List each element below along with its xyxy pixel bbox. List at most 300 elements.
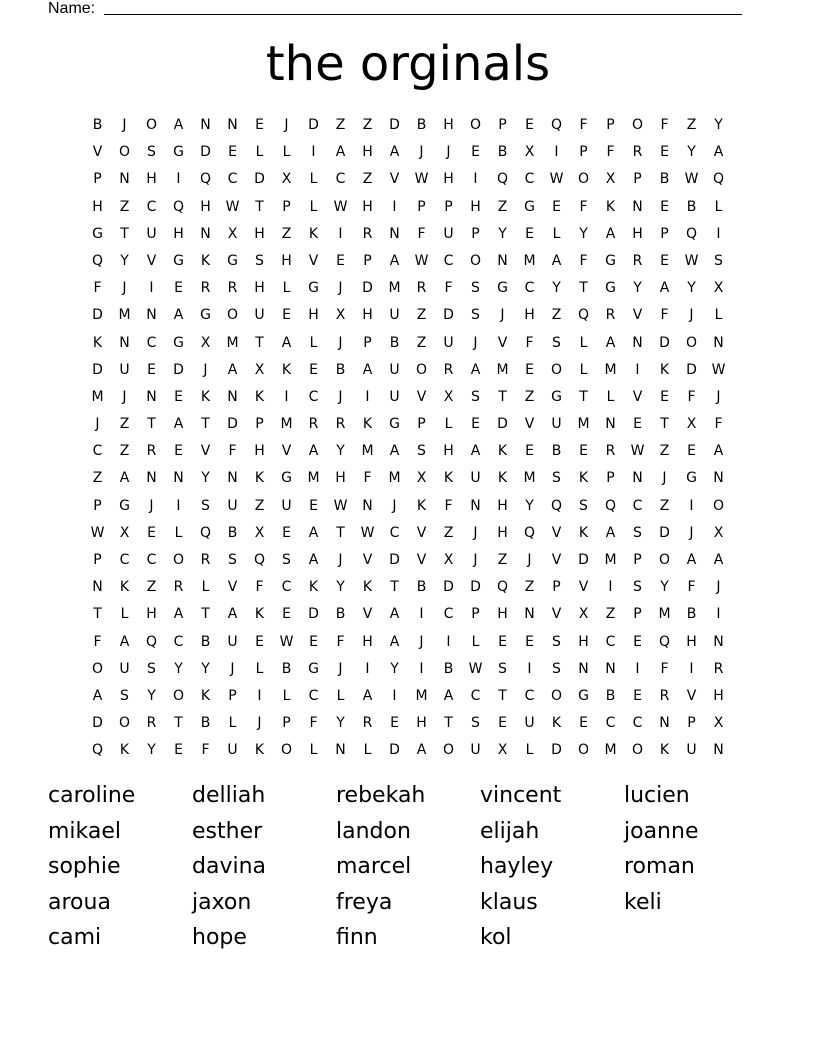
grid-letter: N (146, 307, 157, 324)
grid-letter: H (497, 497, 508, 514)
grid-letter: S (282, 552, 291, 568)
grid-letter: K (362, 579, 373, 596)
grid-letter: P (417, 198, 426, 215)
grid-letter: A (227, 361, 238, 378)
grid-letter: A (389, 443, 400, 460)
grid-letter: J (203, 361, 208, 378)
grid-letter: V (632, 307, 643, 324)
grid-letter: C (92, 443, 103, 460)
grid-letter: A (92, 687, 103, 704)
word-list-item: roman (624, 854, 695, 880)
grid-letter: Y (174, 660, 183, 677)
grid-letter: C (146, 334, 157, 351)
grid-letter: H (497, 606, 508, 623)
grid-letter: S (255, 252, 264, 269)
grid-letter: H (443, 171, 454, 188)
grid-letter: I (392, 198, 397, 215)
grid-letter: F (525, 334, 534, 351)
grid-letter: I (554, 144, 559, 161)
grid-letter: U (281, 497, 292, 514)
grid-letter: P (93, 552, 102, 568)
grid-letter: H (362, 198, 373, 215)
grid-letter: Z (686, 117, 697, 133)
grid-letter: B (227, 524, 238, 541)
grid-letter: S (579, 497, 588, 514)
word-list-item: rebekah (336, 783, 426, 808)
grid-letter: H (443, 117, 454, 133)
grid-letter: W (360, 524, 375, 541)
grid-letter: L (579, 334, 588, 351)
grid-row (84, 520, 732, 547)
grid-letter: V (362, 606, 373, 623)
grid-letter: N (713, 334, 724, 351)
grid-letter: J (122, 117, 127, 133)
grid-letter: C (632, 715, 643, 732)
grid-letter: H (308, 307, 319, 324)
grid-letter: J (446, 144, 451, 161)
grid-letter: I (176, 497, 181, 514)
grid-letter: E (660, 388, 669, 405)
grid-letter: W (333, 497, 348, 514)
grid-letter: U (227, 742, 238, 759)
grid-letter: C (119, 552, 130, 568)
grid-letter: X (524, 144, 535, 161)
word-list-row (48, 816, 768, 852)
grid-letter: C (605, 633, 616, 650)
grid-letter: T (174, 715, 183, 732)
grid-letter: S (471, 715, 480, 732)
grid-letter: E (336, 252, 345, 269)
grid-letter: E (525, 361, 534, 378)
grid-letter: I (608, 579, 613, 596)
grid-letter: V (389, 171, 400, 188)
grid-letter: J (473, 334, 478, 351)
grid-letter: Q (172, 198, 185, 215)
grid-letter: S (633, 579, 642, 596)
grid-letter: K (605, 198, 616, 215)
grid-letter: D (200, 144, 211, 161)
grid-letter: N (119, 171, 130, 188)
grid-letter: Y (579, 225, 588, 242)
grid-letter: C (605, 715, 616, 732)
grid-letter: D (686, 361, 697, 378)
grid-letter: E (579, 443, 588, 460)
grid-letter: S (552, 633, 561, 650)
grid-letter: A (308, 552, 319, 568)
grid-letter: P (282, 715, 291, 732)
grid-letter: T (579, 280, 588, 297)
word-list-item: vincent (480, 783, 562, 808)
grid-row (84, 574, 732, 601)
grid-letter: G (605, 252, 616, 269)
grid-letter: W (414, 171, 429, 188)
grid-letter: Y (498, 225, 507, 242)
grid-letter: V (551, 552, 562, 568)
grid-letter: H (632, 225, 643, 242)
grid-letter: J (392, 497, 397, 514)
grid-letter: D (389, 552, 400, 568)
grid-letter: K (308, 225, 319, 242)
grid-letter: Z (92, 470, 103, 487)
grid-letter: G (173, 144, 184, 161)
word-list-row (48, 780, 768, 816)
grid-letter: Q (658, 633, 671, 650)
grid-letter: J (95, 416, 100, 433)
grid-letter: P (255, 416, 264, 433)
grid-letter: L (444, 416, 453, 433)
grid-letter: C (308, 388, 319, 405)
grid-letter: B (92, 117, 103, 133)
grid-letter: S (552, 334, 561, 351)
word-list-row (48, 887, 768, 923)
grid-letter: S (120, 687, 129, 704)
grid-letter: E (255, 633, 264, 650)
name-underline (104, 14, 742, 15)
grid-letter: K (254, 742, 265, 759)
grid-letter: B (551, 443, 562, 460)
grid-letter: E (525, 225, 534, 242)
grid-letter: G (200, 307, 211, 324)
grid-letter: K (200, 687, 211, 704)
grid-letter: J (500, 307, 505, 324)
grid-letter: N (362, 497, 373, 514)
grid-letter: L (309, 171, 318, 188)
grid-row (84, 601, 732, 628)
grid-letter: E (525, 117, 534, 133)
word-list-item: delliah (192, 783, 266, 808)
grid-letter: X (227, 225, 238, 242)
grid-letter: W (414, 252, 429, 269)
grid-letter: T (336, 524, 345, 541)
grid-letter: A (281, 334, 292, 351)
grid-letter: U (389, 361, 400, 378)
grid-letter: F (417, 225, 426, 242)
grid-letter: S (714, 252, 723, 269)
grid-letter: B (659, 171, 670, 188)
grid-letter: V (497, 334, 508, 351)
grid-letter: I (365, 660, 370, 677)
grid-letter: H (497, 524, 508, 541)
grid-letter: N (713, 633, 724, 650)
grid-letter: P (552, 579, 561, 596)
grid-letter: N (227, 470, 238, 487)
grid-letter: K (119, 742, 130, 759)
grid-letter: F (255, 579, 264, 596)
grid-letter: K (578, 524, 589, 541)
grid-letter: I (257, 687, 262, 704)
grid-letter: K (92, 334, 103, 351)
grid-letter: K (659, 742, 670, 759)
grid-letter: M (307, 470, 320, 487)
grid-letter: F (444, 497, 453, 514)
grid-letter: T (201, 416, 210, 433)
grid-letter: C (146, 552, 157, 568)
grid-letter: I (311, 144, 316, 161)
word-list-item: freya (336, 889, 393, 915)
grid-letter: O (280, 742, 293, 759)
grid-letter: K (497, 443, 508, 460)
grid-letter: J (689, 307, 694, 324)
grid-row (84, 139, 732, 166)
grid-letter: M (226, 334, 239, 351)
grid-letter: K (254, 470, 265, 487)
grid-letter: I (149, 280, 154, 297)
grid-letter: Z (416, 334, 427, 351)
grid-letter: X (335, 307, 346, 324)
grid-letter: F (579, 198, 588, 215)
grid-letter: Z (659, 443, 670, 460)
grid-letter: A (389, 144, 400, 161)
grid-letter: E (525, 443, 534, 460)
grid-letter: H (470, 198, 481, 215)
grid-letter: P (363, 252, 372, 269)
grid-letter: P (228, 687, 237, 704)
grid-letter: Q (604, 497, 617, 514)
grid-letter: H (416, 715, 427, 732)
grid-letter: A (416, 742, 427, 759)
grid-letter: K (362, 416, 373, 433)
grid-row (84, 166, 732, 193)
grid-letter: W (279, 633, 294, 650)
name-field (48, 0, 748, 18)
grid-letter: W (684, 171, 699, 188)
grid-letter: W (333, 198, 348, 215)
grid-letter: E (309, 497, 318, 514)
grid-letter: P (417, 416, 426, 433)
word-list-item: esther (192, 818, 263, 844)
grid-letter: X (200, 334, 211, 351)
grid-letter: E (633, 687, 642, 704)
grid-letter: A (227, 606, 238, 623)
grid-letter: X (119, 524, 130, 541)
grid-letter: D (389, 117, 400, 133)
grid-letter: C (443, 606, 454, 623)
grid-letter: L (552, 225, 561, 242)
grid-row (84, 737, 732, 764)
grid-letter: T (390, 579, 399, 596)
grid-letter: L (525, 742, 534, 759)
grid-letter: Z (119, 416, 130, 433)
grid-letter: J (662, 470, 667, 487)
grid-letter: Q (145, 633, 158, 650)
grid-letter: E (309, 633, 318, 650)
grid-letter: K (200, 252, 211, 269)
grid-letter: B (605, 687, 616, 704)
grid-letter: E (660, 252, 669, 269)
grid-letter: K (281, 361, 292, 378)
grid-letter: Y (336, 715, 345, 732)
grid-letter: X (713, 280, 724, 297)
grid-letter: C (281, 579, 292, 596)
grid-letter: K (254, 606, 265, 623)
grid-letter: Z (119, 443, 130, 460)
word-list-row (48, 922, 768, 958)
grid-letter: W (90, 524, 105, 541)
grid-letter: Y (147, 687, 156, 704)
grid-letter: M (91, 388, 104, 405)
grid-letter: B (686, 198, 697, 215)
grid-letter: M (496, 361, 509, 378)
grid-letter: J (122, 280, 127, 297)
grid-letter: H (92, 198, 103, 215)
grid-letter: Y (201, 470, 210, 487)
grid-letter: H (686, 633, 697, 650)
grid-letter: L (282, 280, 291, 297)
grid-letter: E (147, 361, 156, 378)
grid-letter: A (605, 334, 616, 351)
grid-letter: A (605, 524, 616, 541)
grid-letter: J (473, 552, 478, 568)
word-list-item: sophie (48, 854, 121, 880)
grid-letter: V (524, 416, 535, 433)
grid-letter: X (578, 606, 589, 623)
grid-row (84, 248, 732, 275)
grid-letter: C (524, 171, 535, 188)
grid-letter: A (335, 144, 346, 161)
grid-letter: O (415, 361, 428, 378)
grid-letter: B (686, 606, 697, 623)
grid-letter: M (604, 361, 617, 378)
grid-letter: Q (253, 552, 266, 568)
grid-letter: B (497, 144, 508, 161)
grid-letter: H (362, 633, 373, 650)
grid-letter: O (172, 552, 185, 568)
grid-letter: E (390, 715, 399, 732)
grid-letter: E (498, 715, 507, 732)
grid-letter: O (550, 687, 563, 704)
grid-letter: Z (119, 198, 130, 215)
grid-letter: V (686, 687, 697, 704)
grid-letter: U (119, 660, 130, 677)
grid-letter: Y (120, 252, 129, 269)
grid-letter: P (93, 497, 102, 514)
grid-letter: X (713, 524, 724, 541)
grid-letter: P (633, 606, 642, 623)
grid-letter: K (659, 361, 670, 378)
grid-letter: X (686, 416, 697, 433)
grid-letter: D (227, 416, 238, 433)
grid-letter: O (712, 497, 725, 514)
grid-letter: E (633, 633, 642, 650)
grid-letter: Z (416, 307, 427, 324)
grid-letter: B (200, 633, 211, 650)
grid-letter: C (524, 280, 535, 297)
grid-row (84, 683, 732, 710)
grid-letter: A (173, 606, 184, 623)
grid-letter: E (525, 633, 534, 650)
grid-letter: F (579, 252, 588, 269)
grid-letter: D (659, 524, 670, 541)
grid-letter: Y (201, 660, 210, 677)
grid-row (84, 384, 732, 411)
grid-letter: D (92, 307, 103, 324)
grid-letter: C (173, 633, 184, 650)
grid-letter: C (524, 687, 535, 704)
grid-letter: M (415, 687, 428, 704)
grid-letter: R (416, 280, 427, 297)
grid-letter: F (579, 117, 588, 133)
grid-letter: G (92, 225, 103, 242)
grid-row (84, 465, 732, 492)
grid-letter: V (362, 552, 373, 568)
grid-letter: F (444, 280, 453, 297)
grid-letter: I (446, 633, 451, 650)
grid-letter: T (444, 715, 453, 732)
word-list-item: cami (48, 925, 102, 951)
grid-letter: Q (496, 171, 509, 188)
word-list-item: klaus (480, 889, 538, 915)
grid-letter: R (605, 443, 616, 460)
grid-letter: F (606, 144, 615, 161)
grid-letter: Z (362, 117, 373, 133)
grid-letter: G (281, 470, 292, 487)
grid-letter: P (579, 144, 588, 161)
grid-letter: D (551, 742, 562, 759)
grid-letter: P (363, 334, 372, 351)
grid-letter: E (660, 144, 669, 161)
grid-letter: U (686, 742, 697, 759)
grid-letter: P (606, 470, 615, 487)
grid-letter: F (363, 470, 372, 487)
grid-letter: G (497, 280, 508, 297)
grid-letter: Y (525, 497, 534, 514)
grid-letter: G (308, 660, 319, 677)
grid-letter: N (173, 470, 184, 487)
grid-letter: R (362, 715, 373, 732)
grid-letter: M (658, 606, 671, 623)
grid-letter: C (389, 524, 400, 541)
grid-letter: J (527, 552, 532, 568)
grid-letter: P (687, 715, 696, 732)
grid-letter: E (282, 524, 291, 541)
grid-letter: W (684, 252, 699, 269)
grid-letter: Z (281, 225, 292, 242)
grid-letter: A (362, 361, 373, 378)
grid-letter: D (443, 307, 454, 324)
grid-row (84, 194, 732, 221)
grid-letter: A (659, 280, 670, 297)
grid-letter: B (335, 606, 346, 623)
grid-letter: A (605, 225, 616, 242)
grid-letter: G (605, 280, 616, 297)
grid-letter: N (146, 470, 157, 487)
grid-letter: U (254, 307, 265, 324)
grid-letter: K (578, 470, 589, 487)
grid-letter: I (689, 497, 694, 514)
grid-letter: O (91, 660, 104, 677)
grid-letter: U (227, 633, 238, 650)
grid-letter: L (309, 742, 318, 759)
grid-letter: G (227, 252, 238, 269)
grid-letter: Z (362, 171, 373, 188)
grid-letter: Z (443, 524, 454, 541)
grid-letter: J (473, 524, 478, 541)
word-list-item: marcel (336, 854, 412, 880)
grid-letter: I (419, 660, 424, 677)
grid-letter: A (308, 524, 319, 541)
grid-letter: A (713, 144, 724, 161)
grid-letter: E (471, 144, 480, 161)
grid-letter: N (146, 388, 157, 405)
grid-letter: X (443, 388, 454, 405)
grid-letter: K (443, 470, 454, 487)
grid-row (84, 302, 732, 329)
grid-letter: V (416, 552, 427, 568)
grid-letter: O (658, 552, 671, 568)
grid-letter: U (524, 715, 535, 732)
grid-letter: D (92, 361, 103, 378)
grid-letter: O (685, 334, 698, 351)
